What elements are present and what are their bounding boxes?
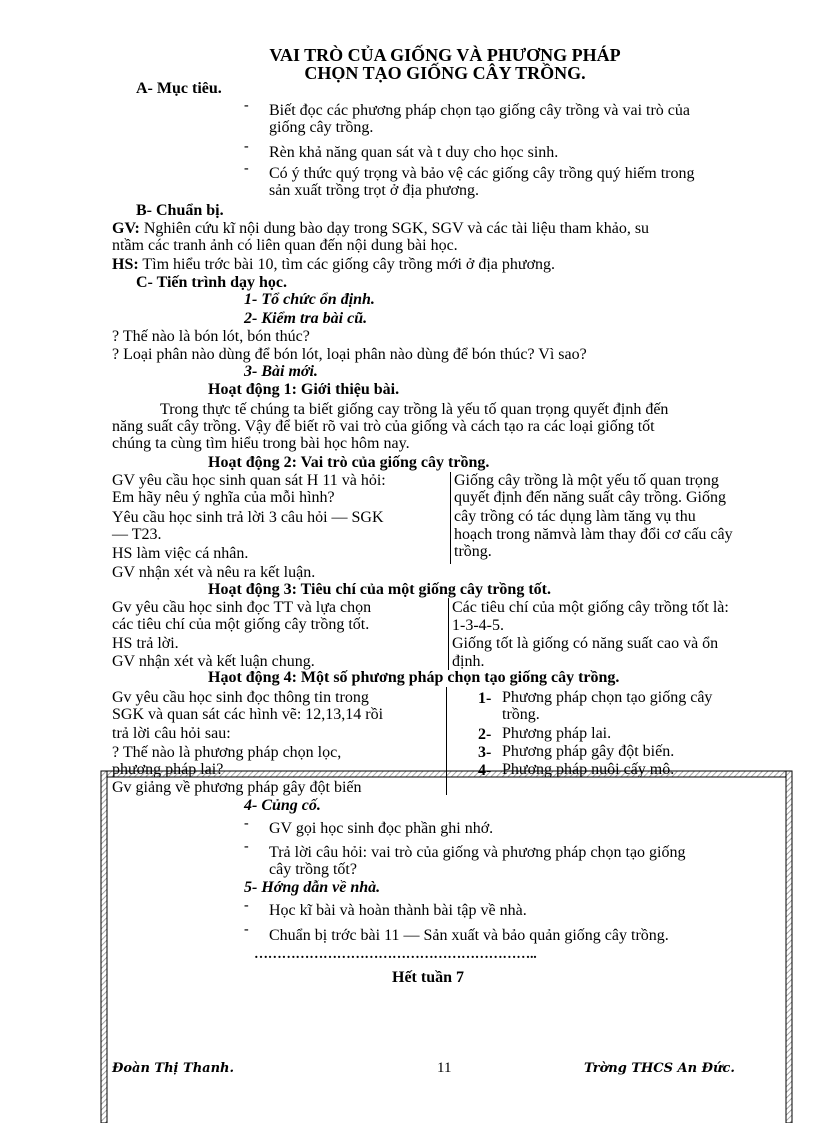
frame-left-border <box>101 771 107 1123</box>
activity-4-left-line: Gv yêu cầu học sinh đọc thông tin trong <box>112 689 369 706</box>
method-number: 1- <box>478 690 492 707</box>
activity-2-left-line: GV yêu cầu học sinh quan sát H 11 và hỏi: <box>112 472 386 489</box>
activity-3-right-line: Các tiêu chí của một giống cây trồng tốt là: <box>452 599 729 616</box>
method-number: 4- <box>478 762 492 779</box>
bullet-dash: - <box>244 922 249 937</box>
consolidation-item-line1: Trả lời câu hỏi: vai trò của giống và phương pháp chọn tạo giống <box>269 844 686 861</box>
method-item-line1: Phương pháp gây đột biến. <box>502 743 675 760</box>
bullet-dash: - <box>244 816 249 831</box>
activity-4-left-line: SGK và quan sát các hình vẽ: 12,13,14 rồi <box>112 706 384 723</box>
objective-1-line2: giống cây trồng. <box>269 119 374 136</box>
section-c-heading: C- Tiến trình dạy học. <box>136 274 287 291</box>
method-number: 3- <box>478 744 492 761</box>
review-question-1: ? Thế nào là bón lót, bón thúc? <box>112 328 310 345</box>
activity-2-left-line: Yêu cầu học sinh trả lời 3 câu hỏi — SGK <box>112 509 384 526</box>
activity-3-right-line: 1-3-4-5. <box>452 617 504 634</box>
consolidation-item: GV gọi học sinh đọc phần ghi nhớ. <box>269 820 494 837</box>
objective-2: Rèn khả năng quan sát và t duy cho học sinh. <box>269 144 559 161</box>
step-4-heading: 4- Củng cố. <box>244 797 321 814</box>
activity-1-text-line3: chúng ta cùng tìm hiểu trong bài học hôm nay. <box>112 435 410 452</box>
homework-item: Chuẩn bị trớc bài 11 — Sản xuất và bảo quản giống cây trồng. <box>269 927 669 944</box>
frame-right-border <box>786 771 792 1123</box>
page-title-line2: CHỌN TẠO GIỐNG CÂY TRỒNG. <box>304 63 586 83</box>
activity-2-right-line: cây trồng có tác dụng làm tăng vụ thu <box>454 508 696 525</box>
step-1-heading: 1- Tổ chức ổn định. <box>244 291 375 308</box>
gv-prep-text: Nghiên cứu kĩ nội dung bào dạy trong SGK, SGV và các tài liệu tham khảo, su <box>139 220 650 237</box>
objective-3-line2: sản xuất trồng trọt ở địa phương. <box>269 182 480 199</box>
activity-1-text-line1: Trong thực tế chúng ta biết giống cay trồng là yếu tố quan trọng quyết định đến <box>160 401 669 418</box>
homework-item: Học kĩ bài và hoàn thành bài tập về nhà. <box>269 902 527 919</box>
end-of-week-label: Hết tuần 7 <box>392 969 464 986</box>
gv-prep-line1 <box>112 221 649 237</box>
section-a-heading: A- Mục tiêu. <box>136 80 222 97</box>
activity-3-left-line: Gv yêu cầu học sinh đọc TT và lựa chọn <box>112 599 372 616</box>
bullet-dash: - <box>244 898 249 913</box>
bullet-dash: - <box>244 139 249 154</box>
objective-3-line1: Có ý thức quý trọng và bảo vệ các giống cây trồng quý hiếm trong <box>269 165 695 182</box>
column-divider <box>446 687 447 795</box>
column-divider <box>450 472 451 564</box>
method-item-line1: Phương pháp nuôi cấy mô. <box>502 761 675 778</box>
page-title-line1: VAI TRÒ CỦA GIỐNG VÀ PHƯƠNG PHÁP <box>269 45 621 65</box>
activity-2-right-line: hoạch trong nămvà làm thay đổi cơ cấu cây <box>454 526 733 543</box>
footer-author: Đoàn Thị Thanh. <box>112 1061 235 1076</box>
activity-3-right-line: Giống tốt là giống có năng suất cao và ổn <box>452 635 719 652</box>
activity-3-right-line: định. <box>452 653 485 670</box>
gv-label: GV: <box>112 220 140 237</box>
activity-4-left-line: Gv giảng về phương pháp gây đột biến <box>112 779 362 796</box>
activity-4-left-line: ? Thế nào là phương pháp chọn lọc, <box>112 744 342 761</box>
gv-prep-line2: ntầm các tranh ảnh có liên quan đến nội dung bài học. <box>112 237 458 254</box>
hs-prep-text: Tìm hiểu trớc bài 10, tìm các giống cây trồng mới ở địa phương. <box>138 256 556 273</box>
activity-3-left-line: GV nhận xét và kết luận chung. <box>112 653 315 670</box>
activity-3-heading: Hoạt động 3: Tiêu chí của một giống cây trồng tốt. <box>208 581 551 598</box>
step-2-heading: 2- Kiểm tra bài cũ. <box>244 310 368 327</box>
activity-2-heading: Hoạt động 2: Vai trò của giống cây trồng. <box>208 454 490 471</box>
method-item-line2: trồng. <box>502 706 540 723</box>
activity-4-heading: Hạot động 4: Một số phương pháp chọn tạo giống cây trồng. <box>208 669 620 686</box>
activity-1-heading: Hoạt động 1: Giới thiệu bài. <box>208 381 400 398</box>
section-b-heading: B- Chuẩn bị. <box>136 202 224 219</box>
activity-2-left-line: GV nhận xét và nêu ra kết luận. <box>112 564 316 581</box>
activity-2-left-line: HS làm việc cá nhân. <box>112 545 249 562</box>
method-item-line1: Phương pháp chọn tạo giống cây <box>502 689 713 706</box>
activity-2-left-line: Em hãy nêu ý nghĩa của mỗi hình? <box>112 489 335 506</box>
objective-1-line1: Biết đọc các phương pháp chọn tạo giống cây trồng và vai trò của <box>269 102 690 119</box>
bullet-dash: - <box>244 839 249 854</box>
activity-1-text-line2: năng suất cây trồng. Vậy để biết rõ vai trò của giống và cách tạo ra các loại giống tốt <box>112 418 655 435</box>
activity-2-right-line: quyết định đến năng suất cây trồng. Giống <box>454 489 726 506</box>
step-5-heading: 5- Hớng dẫn về nhà. <box>244 879 381 896</box>
method-item-line1: Phương pháp lai. <box>502 725 612 742</box>
column-divider <box>448 598 449 670</box>
hs-prep-line <box>112 257 555 273</box>
activity-2-left-line: — T23. <box>112 526 162 543</box>
activity-4-left-line: phương pháp lai? <box>112 761 224 778</box>
activity-3-left-line: các tiêu chí của một giống cây trồng tốt. <box>112 616 370 633</box>
hs-label: HS: <box>112 256 139 273</box>
step-3-heading: 3- Bài mới. <box>244 363 318 380</box>
bullet-dash: - <box>244 161 249 176</box>
method-number: 2- <box>478 726 492 743</box>
activity-2-right-line: trồng. <box>454 543 492 560</box>
footer-page-number: 11 <box>437 1060 452 1076</box>
activity-2-right-line: Giống cây trồng là một yếu tố quan trọng <box>454 472 719 489</box>
review-question-2: ? Loại phân nào dùng để bón lót, loại phân nào dùng để bón thúc? Vì sao? <box>112 346 587 363</box>
dotted-separator: …………………………………………………….. <box>254 947 537 962</box>
activity-3-left-line: HS trả lời. <box>112 635 179 652</box>
bullet-dash: - <box>244 98 249 113</box>
consolidation-item-line2: cây trồng tốt? <box>269 861 357 878</box>
footer-school: Trờng THCS An Đức. <box>584 1061 735 1076</box>
activity-4-left-line: trả lời câu hỏi sau: <box>112 725 231 742</box>
